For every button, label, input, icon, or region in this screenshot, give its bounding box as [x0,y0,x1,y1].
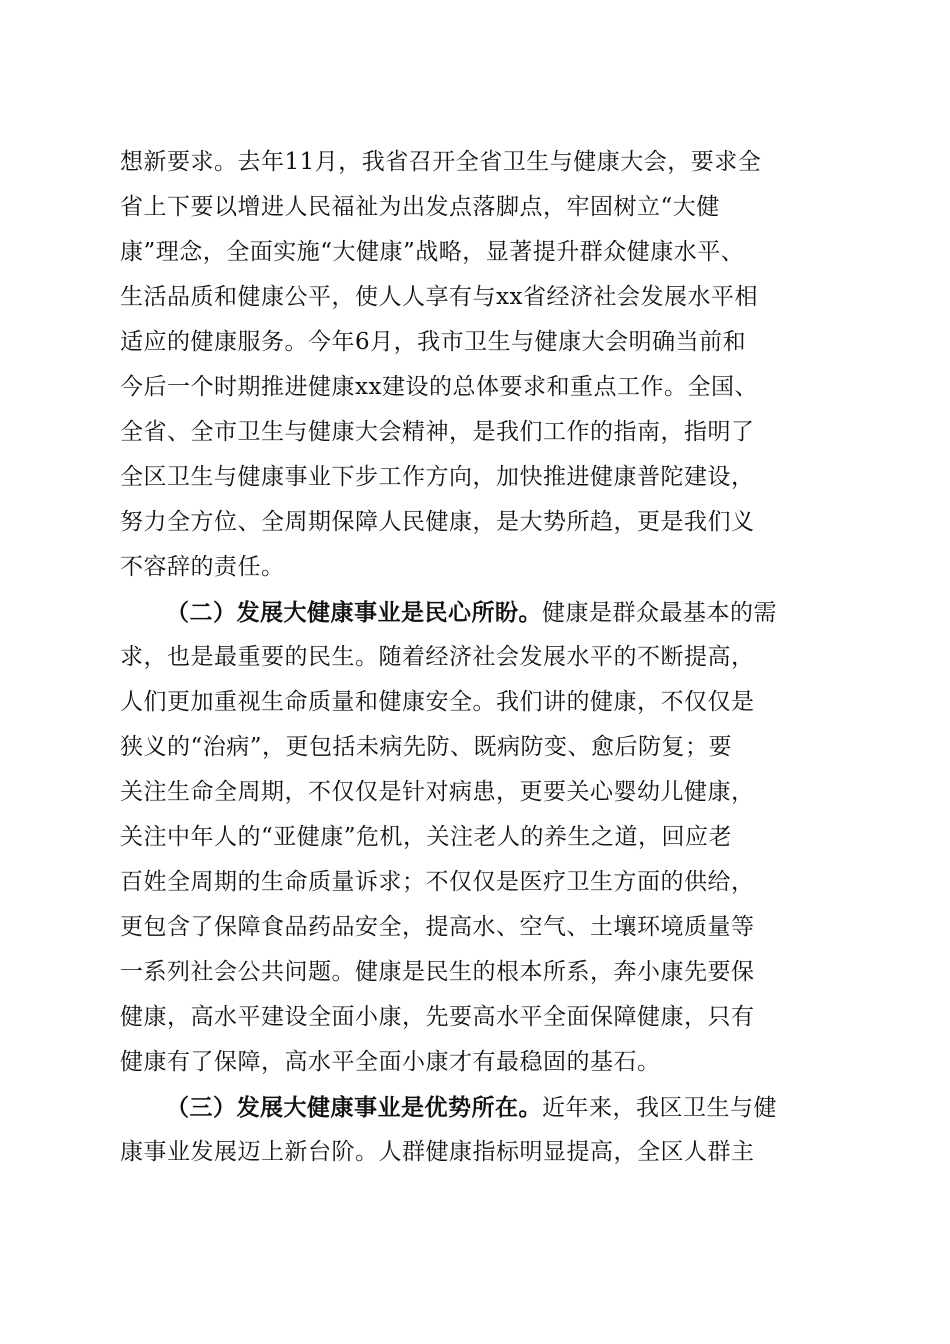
paragraph-line: 不容辞的责任。 [120,554,285,580]
paragraph-line: 想新要求。去年11月，我省召开全省卫生与健康大会，要求全 [120,149,762,175]
paragraph-2 [120,590,840,1085]
paragraph-line: 百姓全周期的生命质量诉求；不仅仅是医疗卫生方面的供给， [120,869,755,895]
paragraph-line: 生活品质和健康公平，使人人享有与xx省经济社会发展水平相 [120,284,758,310]
paragraph-line: 关注中年人的“亚健康”危机，关注老人的养生之道，回应老 [120,824,733,850]
paragraph-line: 全区卫生与健康事业下步工作方向，加快推进健康普陀建设， [120,464,755,490]
paragraph-first-line [120,1085,840,1130]
paragraph-line: 关注生命全周期，不仅仅是针对病患，更要关心婴幼儿健康， [120,779,755,805]
paragraph-line: 康事业发展迈上新台阶。人群健康指标明显提高，全区人群主 [120,1139,755,1165]
paragraph-line: 全省、全市卫生与健康大会精神，是我们工作的指南，指明了 [120,419,755,445]
paragraph-line: 今后一个时期推进健康xx建设的总体要求和重点工作。全国、 [120,374,758,400]
paragraph-line: 狭义的“治病”，更包括未病先防、既病防变、愈后防复；要 [120,734,733,760]
paragraph-1 [120,140,840,590]
paragraph-text: 健康是群众最基本的需 [542,600,777,626]
paragraph-3 [120,1085,840,1175]
paragraph-first-line [120,590,840,635]
paragraph-line: 适应的健康服务。今年6月，我市卫生与健康大会明确当前和 [120,329,747,355]
paragraph-line: 努力全方位、全周期保障人民健康，是大势所趋，更是我们义 [120,509,755,535]
paragraph-line: 健康，高水平建设全面小康，先要高水平全面保障健康，只有 [120,1004,755,1030]
document-body [120,140,840,1175]
paragraph-line: 人们更加重视生命质量和健康安全。我们讲的健康，不仅仅是 [120,689,755,715]
paragraph-line: 省上下要以增进人民福祉为出发点落脚点，牢固树立“大健 [120,194,720,220]
paragraph-line: 求，也是最重要的民生。随着经济社会发展水平的不断提高， [120,644,755,670]
paragraph-text: 近年来，我区卫生与健 [542,1095,777,1121]
paragraph-line: 更包含了保障食品药品安全，提高水、空气、土壤环境质量等 [120,914,755,940]
section-heading-3: （三）发展大健康事业是优势所在。 [166,1094,542,1121]
section-heading-2: （二）发展大健康事业是民心所盼。 [166,599,542,626]
paragraph-line: 一系列社会公共问题。健康是民生的根本所系，奔小康先要保 [120,959,755,985]
paragraph-line: 康”理念，全面实施“大健康”战略，显著提升群众健康水平、 [120,239,745,265]
paragraph-line: 健康有了保障，高水平全面小康才有最稳固的基石。 [120,1049,661,1075]
